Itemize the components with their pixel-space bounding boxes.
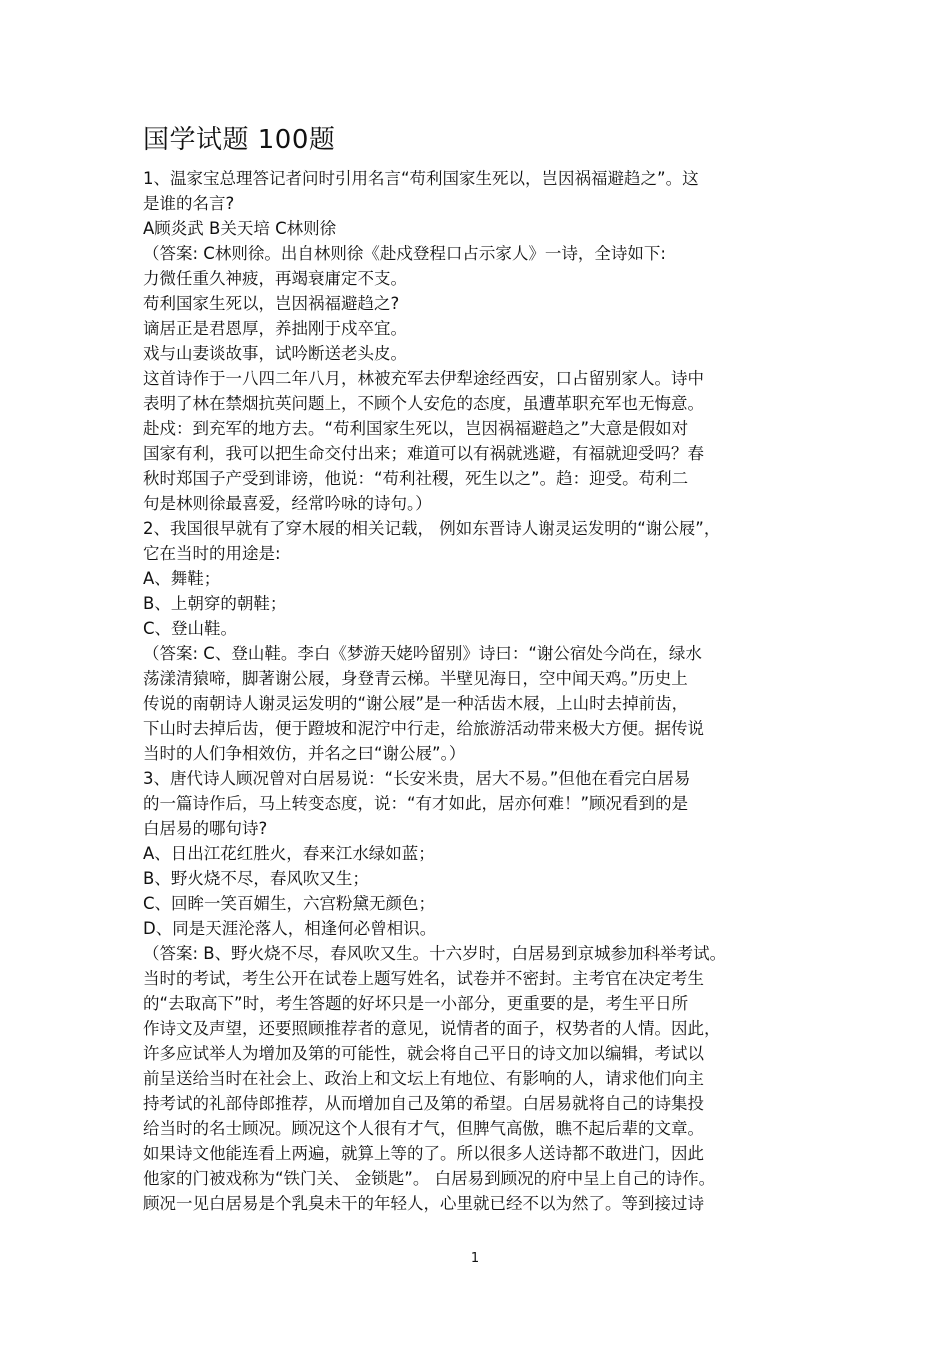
document-title: 国学试题 100题 xyxy=(143,125,336,155)
text-line: 这首诗作于一八四二年八月，林被充军去伊犁途经西安，口占留别家人。诗中 xyxy=(143,369,704,388)
text-line: 的“去取高下”时，考生答题的好坏只是一小部分，更重要的是，考生平日所 xyxy=(143,994,689,1013)
text-line: 他家的门被戏称为“铁门关、 金锁匙”。 白居易到顾况的府中呈上自己的诗作。 xyxy=(143,1169,716,1188)
text-line: 作诗文及声望，还要照顾推荐者的意见，说情者的面子，权势者的人情。因此， xyxy=(143,1019,721,1038)
text-line: 表明了林在禁烟抗英问题上，不顾个人安危的态度，虽遭革职充军也无悔意。 xyxy=(143,394,704,413)
text-line: 它在当时的用途是: xyxy=(143,544,281,563)
document-body xyxy=(143,166,823,1216)
text-line: 当时的人们争相效仿，并名之曰“谢公屐”。） xyxy=(143,744,466,763)
text-line: A、舞鞋； xyxy=(143,569,221,588)
text-line: B、上朝穿的朝鞋； xyxy=(143,594,287,613)
text-line: 国家有利，我可以把生命交付出来；难道可以有祸就逃避，有福就迎受吗？春 xyxy=(143,444,704,463)
text-line: A、日出江花红胜火，春来江水绿如蓝； xyxy=(143,844,435,863)
text-line: 的一篇诗作后，马上转变态度，说：“有才如此，居亦何难！”顾况看到的是 xyxy=(143,794,689,813)
text-line: 白居易的哪句诗? xyxy=(143,819,268,838)
text-line: 持考试的礼部侍郎推荐，从而增加自己及第的希望。白居易就将自己的诗集投 xyxy=(143,1094,704,1113)
text-line: 戏与山妻谈故事，试吟断送老头皮。 xyxy=(143,344,407,363)
text-line: 传说的南朝诗人谢灵运发明的“谢公屐”是一种活齿木屐，上山时去掉前齿， xyxy=(143,694,689,713)
text-line: （答案: C林则徐。出自林则徐《赴戍登程口占示家人》一诗，全诗如下: xyxy=(143,244,666,263)
text-line: 1、温家宝总理答记者问时引用名言“苟利国家生死以，岂因祸福避趋之”。这 xyxy=(143,169,699,188)
text-line: （答案: B、野火烧不尽，春风吹又生。十六岁时，白居易到京城参加科举考试。 xyxy=(143,944,727,963)
text-line: 谪居正是君恩厚，养拙刚于戍卒宜。 xyxy=(143,319,407,338)
text-line: C、登山鞋。 xyxy=(143,619,238,638)
text-line: 当时的考试，考生公开在试卷上题写姓名，试卷并不密封。主考官在决定考生 xyxy=(143,969,704,988)
text-line: 赴戍：到充军的地方去。“苟利国家生死以，岂因祸福避趋之”大意是假如对 xyxy=(143,419,689,438)
text-line: A顾炎武 B关天培 C林则徐 xyxy=(143,219,337,238)
text-line: 苟利国家生死以，岂因祸福避趋之? xyxy=(143,294,400,313)
page-number: 1 xyxy=(470,1251,480,1266)
text-line: 给当时的名士顾况。顾况这个人很有才气，但脾气高傲，瞧不起后辈的文章。 xyxy=(143,1119,704,1138)
text-line: C、回眸一笑百媚生，六宫粉黛无颜色； xyxy=(143,894,436,913)
text-line: 秋时郑国子产受到诽谤，他说：“苟利社稷，死生以之”。趋：迎受。苟利二 xyxy=(143,469,689,488)
text-line: 前呈送给当时在社会上、政治上和文坛上有地位、有影响的人，请求他们向主 xyxy=(143,1069,704,1088)
text-line: 2、我国很早就有了穿木屐的相关记载， 例如东晋诗人谢灵运发明的“谢公屐”， xyxy=(143,519,721,538)
text-line: 是谁的名言? xyxy=(143,194,235,213)
text-line: 如果诗文他能连看上两遍，就算上等的了。所以很多人送诗都不敢进门，因此 xyxy=(143,1144,704,1163)
text-line: 顾况一见白居易是个乳臭未干的年轻人，心里就已经不以为然了。等到接过诗 xyxy=(143,1194,704,1213)
text-line: 许多应试举人为增加及第的可能性，就会将自己平日的诗文加以编辑，考试以 xyxy=(143,1044,704,1063)
text-line: 3、唐代诗人顾况曾对白居易说：“长安米贵，居大不易。”但他在看完白居易 xyxy=(143,769,691,788)
text-line: 句是林则徐最喜爱，经常吟咏的诗句。） xyxy=(143,494,432,513)
text-line: B、野火烧不尽，春风吹又生； xyxy=(143,869,369,888)
text-line: （答案: C、登山鞋。李白《梦游天姥吟留别》诗曰：“谢公宿处今尚在，绿水 xyxy=(143,644,702,663)
text-line: 下山时去掉后齿，便于蹬坡和泥泞中行走，给旅游活动带来极大方便。据传说 xyxy=(143,719,704,738)
text-line: 荡漾清猿啼，脚著谢公屐，身登青云梯。半壁见海日，空中闻天鸡。”历史上 xyxy=(143,669,688,688)
text-line: 力微任重久神疲，再竭衰庸定不支。 xyxy=(143,269,407,288)
text-line: D、同是天涯沦落人，相逢何必曾相识。 xyxy=(143,919,437,938)
